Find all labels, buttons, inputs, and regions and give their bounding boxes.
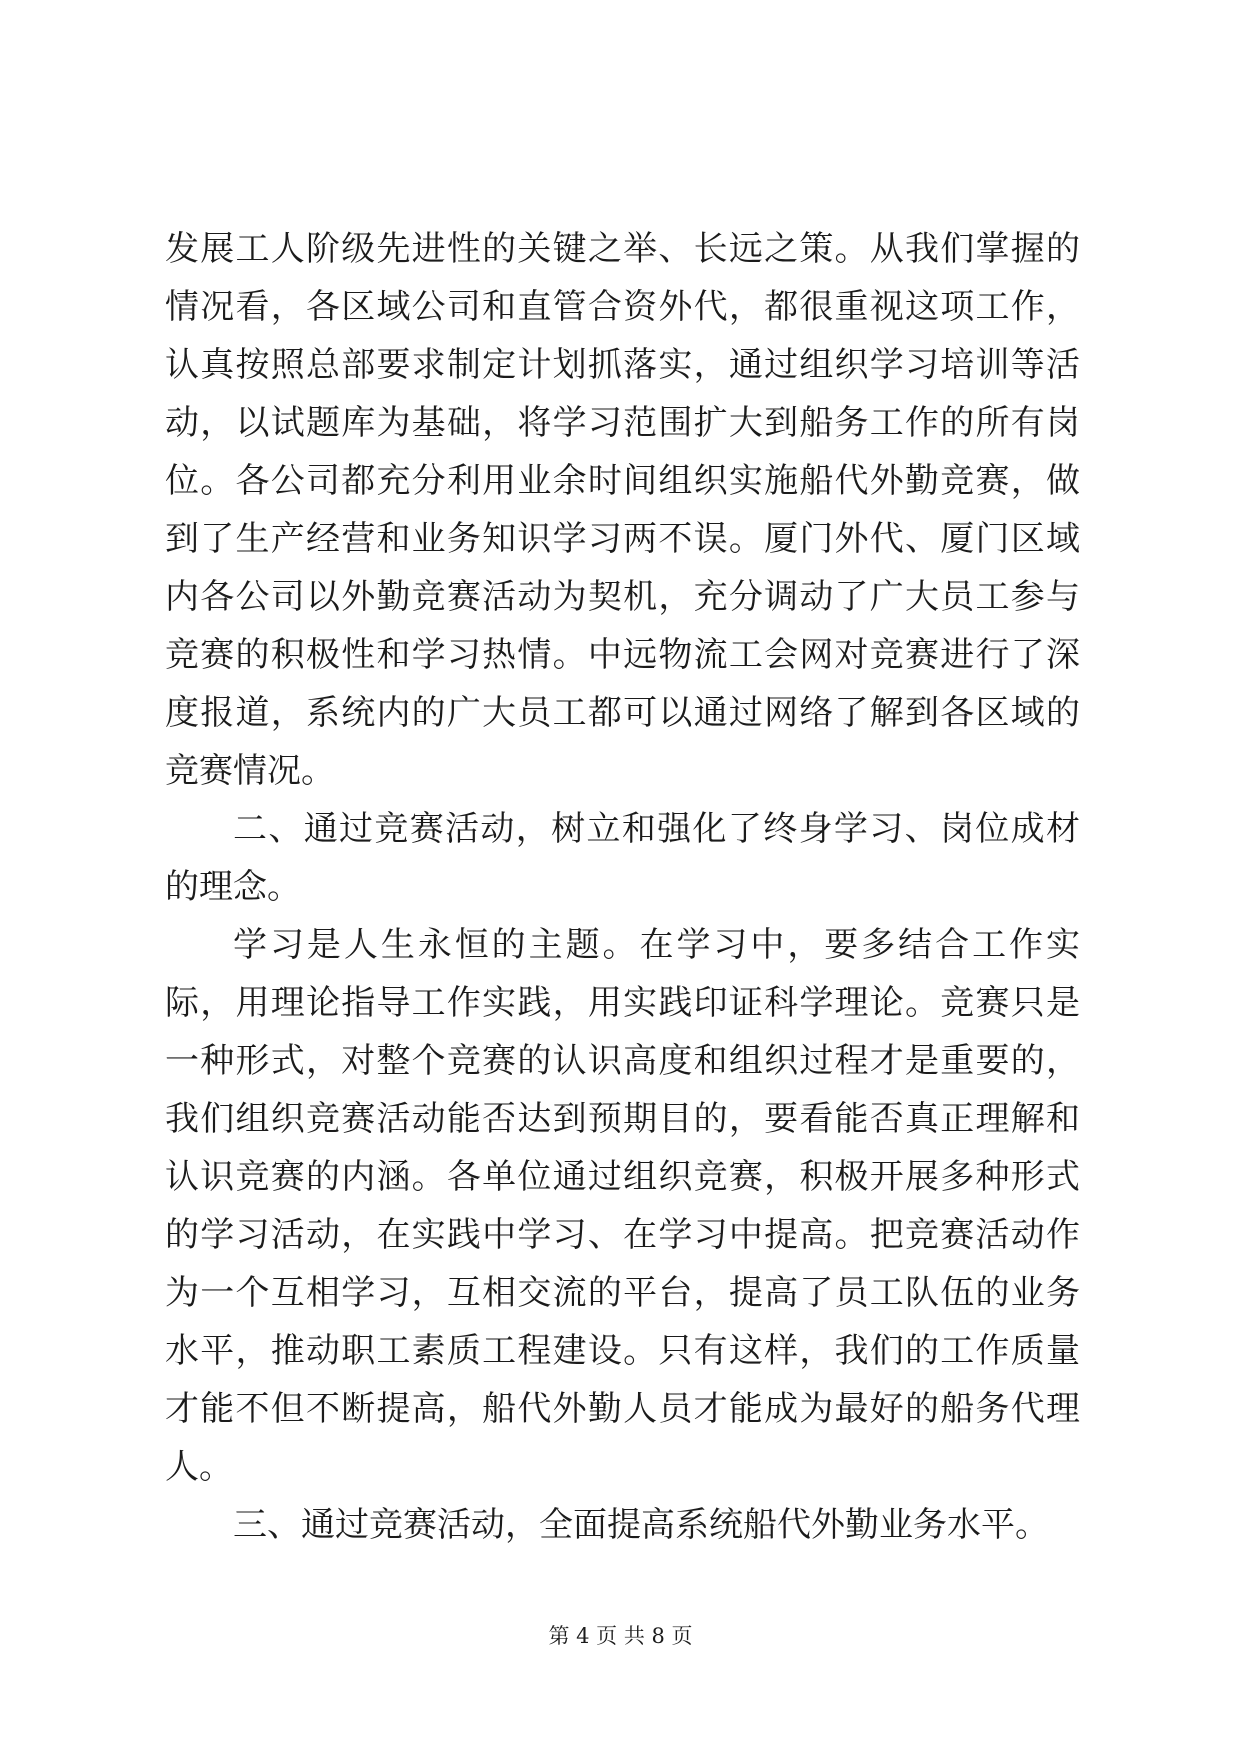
body-text bbox=[165, 220, 1080, 1554]
paragraph-continuation: 发展工人阶级先进性的关键之举、长远之策。从我们掌握的情况看，各区域公司和直管合资外代，都很重视这项工作，认真按照总部要求制定计划抓落实，通过组织学习培训等活动，以试题库为基础，将学习范围扩大到船务工作的所有岗位。各公司都充分利用业余时间组织实施船代外勤竞赛，做到了生产经营和业务知识学习两不误。厦门外代、厦门区域内各公司以外勤竞赛活动为契机，充分调动了广大员工参与竞赛的积极性和学习热情。中远物流工会网对竞赛进行了深度报道，系统内的广大员工都可以通过网络了解到各区域的竞赛情况。 bbox=[165, 229, 1080, 791]
heading-section-2: 二、通过竞赛活动，树立和强化了终身学习、岗位成材的理念。 bbox=[165, 809, 1080, 907]
paragraph-learning: 学习是人生永恒的主题。在学习中，要多结合工作实际，用理论指导工作实践，用实践印证科学理论。竞赛只是一种形式，对整个竞赛的认识高度和组织过程才是重要的，我们组织竞赛活动能否达到预期目的，要看能否真正理解和认识竞赛的内涵。各单位通过组织竞赛，积极开展多种形式的学习活动，在实践中学习、在学习中提高。把竞赛活动作为一个互相学习，互相交流的平台，提高了员工队伍的业务水平，推动职工素质工程建设。只有这样，我们的工作质量才能不但不断提高，船代外勤人员才能成为最好的船务代理人。 bbox=[165, 925, 1080, 1487]
heading-section-3: 三、通过竞赛活动，全面提高系统船代外勤业务水平。 bbox=[233, 1505, 1049, 1545]
page-footer: 第 4 页 共 8 页 bbox=[548, 1624, 693, 1648]
